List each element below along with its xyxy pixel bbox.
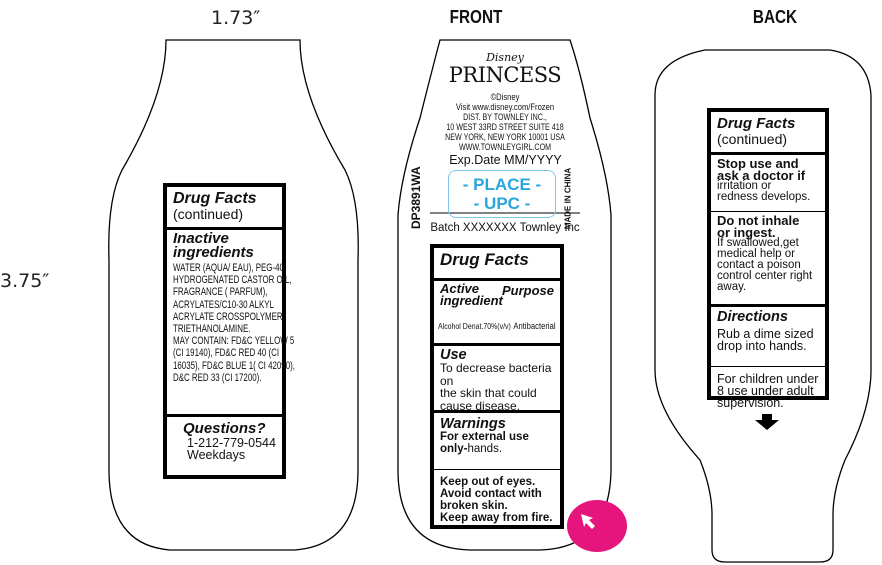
questions-title: Questions?	[183, 420, 266, 437]
princess-wordmark: PRINCESS	[448, 63, 562, 87]
upc-placeholder	[448, 170, 556, 218]
inhale-detail: away.	[717, 281, 747, 293]
upc-upc-text: - UPC -	[473, 194, 531, 213]
do-not-inhale-section	[711, 212, 825, 307]
phone-number: 1-212-779-0544	[187, 436, 276, 450]
ingredient-line: (CI 19140), FD&C RED 40 (CI	[173, 347, 280, 360]
stop-use-section	[711, 155, 825, 212]
external-use-rest: hands.	[467, 443, 503, 455]
inhale-detail: medical help or	[717, 248, 795, 260]
stop-use-detail: redness develops.	[717, 191, 811, 203]
inhale-detail: control center right	[717, 270, 813, 282]
made-in-wrap	[562, 167, 574, 230]
left-facts-header	[167, 187, 282, 230]
external-use: For external use	[440, 431, 529, 443]
directions-line: drop into hands.	[717, 339, 807, 353]
children-line: For children under	[717, 372, 819, 386]
ingredient-line: ACRYLATES/C10-30 ALKYL	[173, 298, 274, 311]
active-ingredient-value: Alcohol Denat.70%(v/v)	[438, 321, 511, 331]
back-facts-header	[711, 112, 825, 155]
front-facts-title: Drug Facts	[440, 250, 529, 269]
warnings-section	[434, 413, 560, 470]
dist-line: NEW YORK, NEW YORK 10001 USA	[445, 132, 565, 143]
hours: Weekdays	[187, 448, 246, 462]
front-facts-header	[434, 248, 560, 281]
children-section	[711, 367, 825, 411]
ingredient-line: TRIETHANOLAMINE.	[173, 323, 251, 336]
ingredient-line: HYDROGENATED CASTOR OIL,	[173, 274, 292, 287]
use-section	[434, 346, 560, 413]
copyright: ©Disney	[490, 92, 520, 103]
warning-line: broken skin.	[440, 500, 508, 512]
brand-logo	[440, 52, 570, 86]
directions-line: Rub a dime sized	[717, 327, 814, 341]
down-arrow-icon	[755, 414, 779, 430]
active-ingredient-section	[434, 281, 560, 346]
arrow-icon	[567, 500, 627, 552]
expiration-date: Exp.Date MM/YYYY	[449, 153, 562, 167]
inhale-detail: contact a poison	[717, 259, 801, 271]
width-dimension: 1.73″	[211, 7, 261, 29]
ingredient-line: MAY CONTAIN: FD&C YELLOW 5	[173, 335, 295, 348]
active-label: Active	[440, 281, 480, 296]
inactive-title-2: ingredients	[173, 244, 254, 261]
stop-use-detail: irritation or	[717, 180, 772, 192]
purpose-value: Antibacterial	[513, 321, 556, 331]
directions-title: Directions	[717, 309, 788, 325]
ingredient-line: D&C RED 33 (CI 17200).	[173, 371, 262, 384]
stop-use-line: Stop use and	[717, 156, 799, 171]
inactive-ingredients-section	[167, 230, 295, 417]
use-line: cause disease.	[440, 398, 521, 413]
inhale-detail: If swallowed,get	[717, 237, 799, 249]
ingredient-line: 16035), FD&C BLUE 1( CI 42090),	[173, 359, 295, 372]
dist-line: WWW.TOWNLEYGIRL.COM	[458, 142, 552, 153]
children-line: supervision.	[717, 396, 784, 410]
back-facts-title: Drug Facts	[717, 115, 796, 132]
children-line: 8 use under adult	[717, 384, 814, 398]
inhale-line: or ingest.	[717, 224, 776, 240]
left-facts-title: Drug Facts	[173, 190, 257, 207]
dist-line: DIST. BY TOWNLEY INC.,	[463, 112, 547, 123]
front-label: FRONT	[449, 7, 503, 27]
visit-url: Visit www.disney.com/Frozen	[455, 102, 555, 113]
product-code-wrap	[408, 166, 424, 230]
directions-section	[711, 307, 825, 367]
stop-use-line: ask a doctor if	[717, 167, 806, 183]
ingredient-line: ACRYLATE CROSSPOLYMER,	[173, 310, 285, 323]
upc-place-text: - PLACE -	[462, 175, 542, 194]
inactive-title: Inactive	[173, 230, 229, 247]
height-dimension: 3.75″	[0, 270, 50, 292]
left-facts-subtitle: (continued)	[173, 206, 244, 222]
ingredient-list	[173, 262, 295, 384]
external-use-2: only-	[440, 443, 468, 455]
active-label-2: ingredient	[440, 293, 503, 308]
front-drug-facts-box	[430, 244, 564, 529]
warning-line: Avoid contact with	[440, 488, 542, 500]
keep-out-section	[434, 470, 560, 526]
questions-section	[167, 417, 282, 463]
peel-indicator	[567, 500, 627, 552]
batch-number: Batch XXXXXXX Townley Inc	[430, 222, 580, 234]
back-facts-subtitle: (continued)	[717, 131, 788, 147]
inhale-line: Do not inhale	[717, 213, 800, 228]
use-line: the skin that could	[440, 386, 537, 400]
warnings-title: Warnings	[440, 416, 506, 432]
distributor-info	[420, 93, 590, 153]
product-code: DP3891WA	[409, 166, 423, 229]
use-title: Use	[440, 347, 467, 363]
left-drug-facts-box	[163, 183, 295, 479]
warning-line: Keep away from fire.	[440, 512, 553, 524]
back-drug-facts-box	[707, 108, 829, 410]
dist-line: 10 WEST 33RD STREET SUITE 418	[446, 122, 564, 133]
use-line: To decrease bacteria on	[440, 361, 552, 388]
made-in-china: MADE IN CHINA	[563, 167, 573, 230]
disney-wordmark: Disney	[486, 51, 524, 64]
back-label: BACK	[752, 7, 798, 27]
ingredient-line: FRAGRANCE ( PARFUM),	[173, 286, 268, 299]
warning-line: Keep out of eyes.	[440, 476, 536, 488]
ingredient-line: WATER (AQUA/ EAU), PEG-40	[173, 262, 284, 274]
purpose-label: Purpose	[501, 283, 554, 298]
